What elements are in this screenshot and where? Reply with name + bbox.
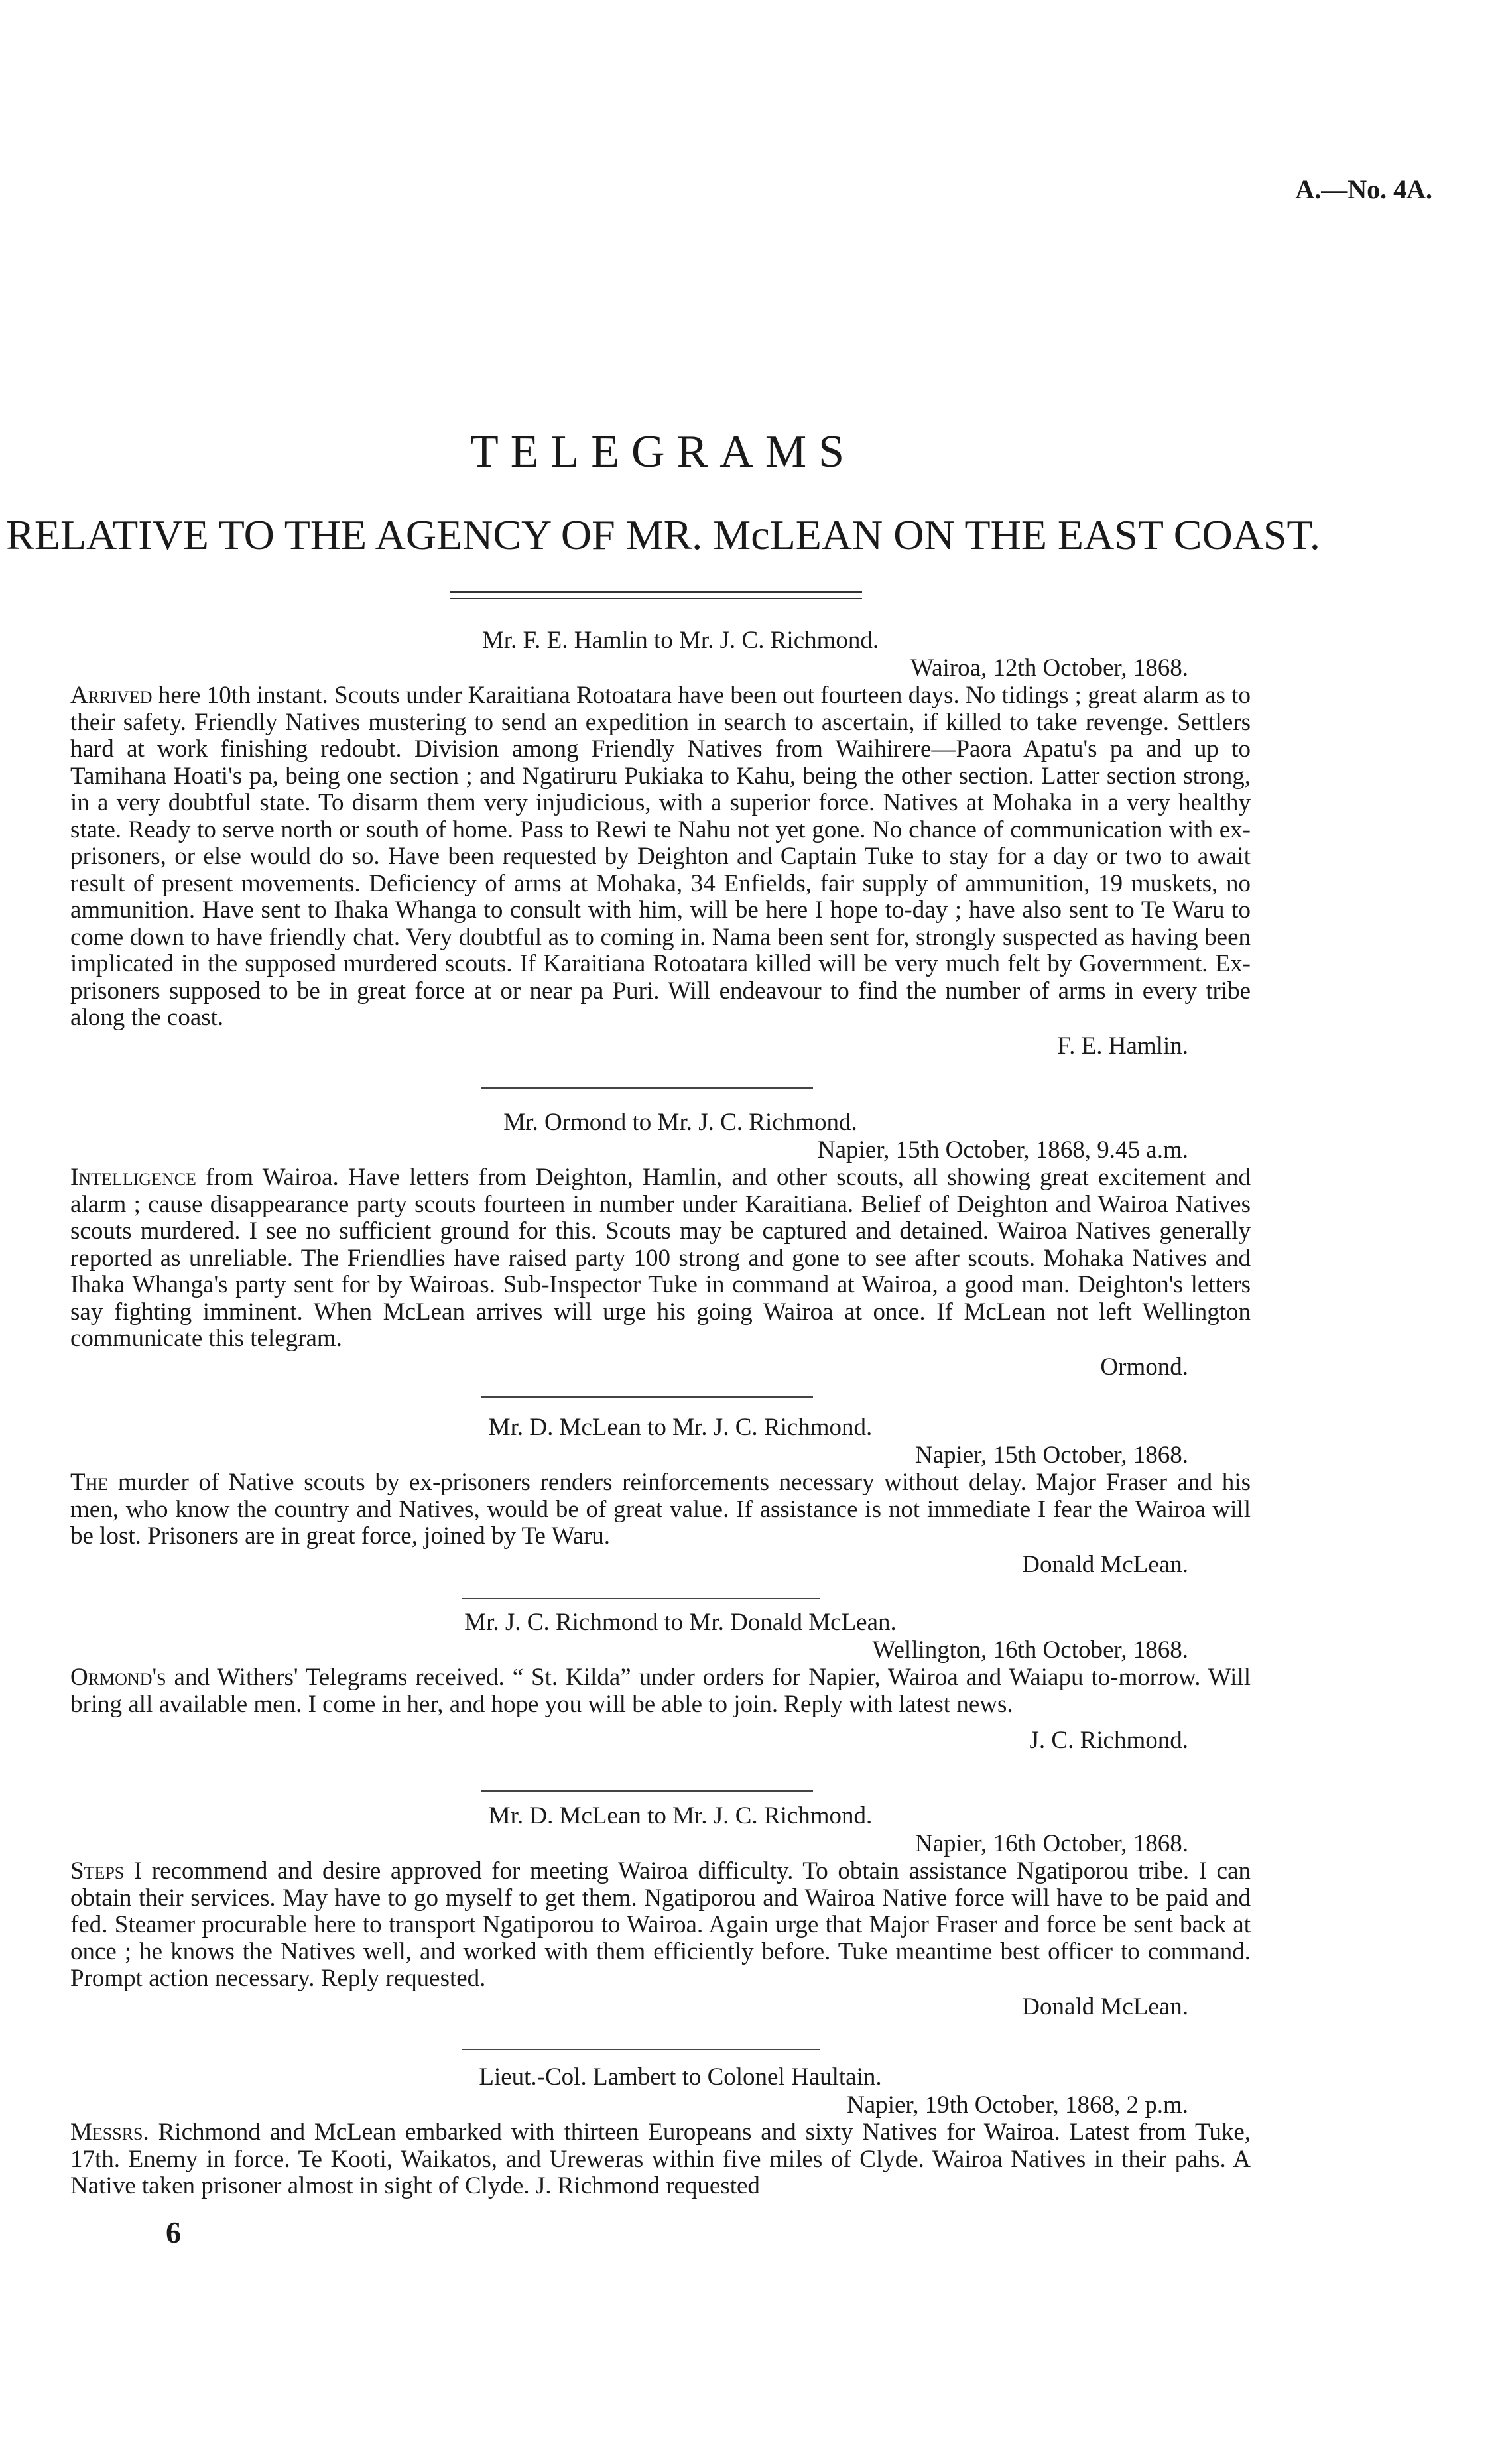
telegram-2 — [70, 1109, 1251, 1382]
title-divider — [450, 591, 862, 599]
telegram-signature: J. C. Richmond. — [1029, 1727, 1188, 1754]
telegram-place-date: Napier, 19th October, 1868, 2 p.m. — [847, 2091, 1188, 2119]
telegram-signature: Donald McLean. — [1022, 1550, 1188, 1578]
telegram-text: Richmond and McLean embarked with thirteen Europeans and sixty Natives for Wairoa. Latest from Tuke, 17th. Enemy in force. Te Kooti, Waikatos, and Ureweras within five miles of Clyde. Wairoa Natives in their pahs. A Native taken prisoner almost in sight of Clyde. J. Richmond requested — [70, 2119, 1251, 2199]
telegram-lead-word: Messrs. — [70, 2119, 149, 2146]
telegram-text: murder of Native scouts by ex-prisoners renders reinforcements necessary without delay. Major Fraser and his men, who know the country and Natives, would be of great value. If assistance is not immediate I fear the Wairoa will be lost. Prisoners are in great force, joined by Te Waru. — [70, 1469, 1251, 1550]
telegram-heading: Mr. F. E. Hamlin to Mr. J. C. Richmond. — [481, 627, 879, 654]
telegram-lead-word: Ormond's — [70, 1664, 166, 1691]
section-divider — [481, 1396, 813, 1398]
telegram-3 — [70, 1414, 1251, 1579]
telegram-text: from Wairoa. Have letters from Deighton, Hamlin, and other scouts, all showing great excitement and alarm ; cause disappearance party scouts fourteen in number under Karaitiana. Belief of Deighton and Wairoa Natives scouts murdered. I see no sufficient ground for this. Scouts may be captured and detained. Wairoa Natives generally reported as unreliable. The Friendlies have raised party 100 strong and gone to see after scouts. Mohaka Natives and Ihaka Whanga's party sent for by Wairoas. Sub-Inspector Tuke in command at Wairoa, a good man. Deighton's letters say fighting imminent. When McLean arrives will urge his going Wairoa at once. If McLean not left Wellington communicate this telegram. — [70, 1164, 1251, 1352]
telegram-lead-word: Steps — [70, 1857, 125, 1884]
telegram-5 — [70, 1802, 1251, 2022]
telegram-lead-word: Arrived — [70, 682, 153, 709]
telegram-heading: Mr. D. McLean to Mr. J. C. Richmond. — [488, 1802, 873, 1829]
section-divider — [481, 1087, 813, 1089]
telegram-place-date: Napier, 15th October, 1868, 9.45 a.m. — [817, 1137, 1188, 1164]
telegram-body — [70, 1164, 1251, 1353]
telegram-body — [70, 1469, 1251, 1550]
telegram-lead-word: The — [70, 1469, 109, 1496]
telegram-place-date: Napier, 15th October, 1868. — [914, 1442, 1188, 1469]
section-divider — [462, 1598, 820, 1599]
telegram-4 — [70, 1609, 1251, 1755]
page-number: 6 — [166, 2215, 181, 2249]
telegram-signature: Ormond. — [1100, 1353, 1188, 1381]
telegram-place-date: Wairoa, 12th October, 1868. — [910, 654, 1188, 682]
telegram-heading: Lieut.-Col. Lambert to Colonel Haultain. — [479, 2064, 882, 2091]
telegram-body — [70, 2119, 1251, 2200]
telegram-heading: Mr. J. C. Richmond to Mr. Donald McLean. — [464, 1609, 897, 1636]
telegram-text: I recommend and desire approved for meeting Wairoa difficulty. To obtain assistance Ngatiporou tribe. I can obtain their services. May have to go myself to get them. Ngatiporou and Wairoa Native force will have to be paid and fed. Steamer procurable here to transport Ngatiporou to Wairoa. Again urge that Major Fraser and force be sent back at once ; he knows the Natives well, and worked with them efficiently before. Tuke meantime best officer to command. Prompt action necessary. Reply requested. — [70, 1857, 1251, 1992]
telegram-text: here 10th instant. Scouts under Karaitiana Rotoatara have been out fourteen days. No tidings ; great alarm as to their safety. Friendly Natives mustering to send an expedition in search to ascertain, if killed to take revenge. Settlers hard at work finishing redoubt. Division among Friendly Natives from Waihirere—Paora Apatu's pa and up to Tamihana Hoati's pa, being one section ; and Ngatiruru Pukiaka to Kahu, being the other section. Latter section strong, in a very doubtful state. To disarm them very injudicious, with a superior force. Natives at Mohaka in a very healthy state. Ready to serve north or south of home. Pass to Rewi te Nahu not yet gone. No chance of communication with ex-prisoners, or else would do so. Have been requested by Deighton and Captain Tuke to stay for a day or two to await result of present movements. Deficiency of arms at Mohaka, 34 Enfields, fair supply of ammunition, 19 muskets, no ammunition. Have sent to Ihaka Whanga to consult with him, will be here I hope to-day ; have also sent to Te Waru to come down to have friendly chat. Very doubtful as to coming in. Nama been sent for, strongly suspected as having been implicated in the supposed murdered scouts. If Karaitiana Rotoatara killed will be very much felt by Government. Ex-prisoners supposed to be in great force at or near pa Puri. Will endeavour to find the number of arms in every tribe along the coast. — [70, 682, 1251, 1031]
telegram-body — [70, 682, 1251, 1032]
telegram-heading: Mr. Ormond to Mr. J. C. Richmond. — [503, 1109, 857, 1136]
telegram-body — [70, 1858, 1251, 1993]
telegram-heading: Mr. D. McLean to Mr. J. C. Richmond. — [488, 1414, 873, 1441]
telegram-place-date: Wellington, 16th October, 1868. — [872, 1636, 1188, 1664]
document-id: A.—No. 4A. — [1295, 174, 1432, 204]
section-divider — [481, 1790, 813, 1792]
telegram-body — [70, 1664, 1251, 1718]
telegram-6 — [70, 2064, 1251, 2200]
telegram-1 — [70, 627, 1251, 1061]
telegram-signature: Donald McLean. — [1022, 1993, 1188, 2020]
telegram-lead-word: Intelligence — [70, 1164, 196, 1191]
telegram-place-date: Napier, 16th October, 1868. — [914, 1830, 1188, 1857]
page-subtitle: RELATIVE TO THE AGENCY OF MR. McLEAN ON THE EAST COAST. — [6, 511, 1320, 558]
page-title: TELEGRAMS — [470, 426, 856, 477]
telegram-signature: F. E. Hamlin. — [1057, 1032, 1188, 1060]
telegram-text: and Withers' Telegrams received. “ St. Kilda” under orders for Napier, Wairoa and Waiapu to-morrow. Will bring all available men. I come in her, and hope you will be able to join. Reply with latest news. — [70, 1664, 1251, 1718]
section-divider — [462, 2049, 820, 2050]
